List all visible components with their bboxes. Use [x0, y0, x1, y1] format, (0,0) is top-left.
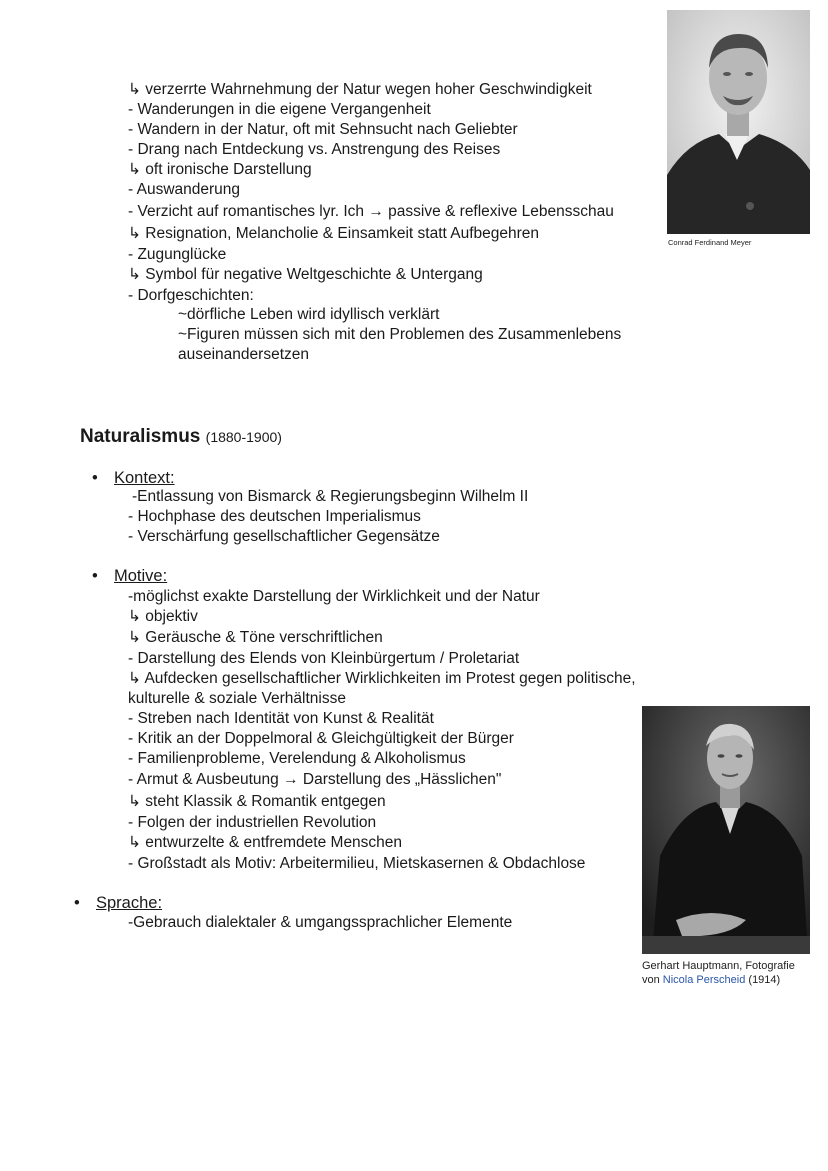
bullet-heading-kontext — [92, 467, 175, 489]
list-item: ↳ objektiv — [128, 608, 198, 625]
bullet-heading-sprache — [74, 892, 162, 914]
list-item: ↳ entwurzelte & entfremdete Menschen — [128, 834, 403, 851]
section-years: (1880-1900) — [205, 429, 282, 445]
list-item: ↳ oft ironische Darstellung — [128, 161, 312, 178]
list-item: ↳ verzerrte Wahrnehmung der Natur wegen hoher Geschwindigkeit — [128, 81, 592, 98]
list-item: ↳ Aufdecken gesellschaftlicher Wirklichkeiten im Protest gegen politische, — [128, 670, 636, 687]
list-item: - Wanderungen in die eigene Vergangenheit — [128, 101, 431, 118]
list-item: ↳ Geräusche & Töne verschriftlichen — [128, 629, 383, 646]
list-item: ~Figuren müssen sich mit den Problemen des Zusammenlebens — [178, 326, 622, 343]
list-item: - Wandern in der Natur, oft mit Sehnsucht nach Geliebter — [128, 121, 518, 138]
list-item: - Großstadt als Motiv: Arbeitermilieu, Mietskasernen & Obdachlose — [128, 855, 586, 872]
list-item: - Familienprobleme, Verelendung & Alkoholismus — [128, 750, 466, 767]
bullet-heading-label: Kontext: — [114, 469, 175, 487]
section-title — [80, 425, 282, 449]
list-item: ↳ Resignation, Melancholie & Einsamkeit statt Aufbegehren — [128, 225, 540, 242]
list-item: - Streben nach Identität von Kunst & Realität — [128, 710, 434, 727]
bullet-icon: • — [92, 469, 98, 487]
portrait-photo-meyer — [667, 10, 810, 234]
bullet-heading-motive — [92, 565, 167, 587]
photo-caption-hauptmann — [642, 959, 795, 987]
list-item: - Dorfgeschichten: — [128, 287, 254, 304]
list-item: - Drang nach Entdeckung vs. Anstrengung des Reises — [128, 141, 501, 158]
list-item: - Darstellung des Elends von Kleinbürgertum / Proletariat — [128, 650, 520, 667]
list-item: -Entlassung von Bismarck & Regierungsbeginn Wilhelm II — [132, 488, 529, 505]
list-item: - Verschärfung gesellschaftlicher Gegensätze — [128, 528, 440, 545]
list-item: auseinandersetzen — [178, 346, 309, 363]
list-item: ~dörfliche Leben wird idyllisch verklärt — [178, 306, 440, 323]
caption-year: (1914) — [745, 974, 781, 986]
list-item: - Hochphase des deutschen Imperialismus — [128, 508, 421, 525]
list-item: -Gebrauch dialektaler & umgangssprachlicher Elemente — [128, 914, 513, 931]
list-item: - Folgen der industriellen Revolution — [128, 814, 377, 831]
portrait-image-meyer — [667, 10, 810, 234]
list-item: - Armut & Ausbeutung → Darstellung des „Hässlichen" — [128, 771, 502, 788]
list-item: ↳ steht Klassik & Romantik entgegen — [128, 793, 386, 810]
list-item: ↳ Symbol für negative Weltgeschichte & Untergang — [128, 266, 483, 283]
bullet-icon: • — [92, 567, 98, 585]
caption-von: von — [642, 974, 663, 986]
list-item: -möglichst exakte Darstellung der Wirklichkeit und der Natur — [128, 588, 540, 605]
bullet-icon: • — [74, 894, 80, 912]
portrait-image-hauptmann — [642, 706, 810, 954]
list-item: - Zugunglücke — [128, 246, 227, 263]
list-item: - Auswanderung — [128, 181, 241, 198]
photo-caption-meyer: Conrad Ferdinand Meyer — [668, 238, 752, 247]
photo-caption-hauptmann-line1: Gerhart Hauptmann, Fotografie — [642, 960, 795, 972]
photo-caption-hauptmann-line2 — [642, 973, 795, 987]
section-title-text: Naturalismus — [80, 426, 201, 447]
list-item: - Verzicht auf romantisches lyr. Ich → passive & reflexive Lebensschau — [128, 203, 614, 220]
bullet-heading-label: Sprache: — [96, 894, 163, 912]
photographer-link[interactable]: Nicola Perscheid — [662, 974, 746, 986]
portrait-photo-hauptmann — [642, 706, 810, 954]
bullet-heading-label: Motive: — [114, 567, 168, 585]
list-item: - Kritik an der Doppelmoral & Gleichgültigkeit der Bürger — [128, 730, 514, 747]
list-item: kulturelle & soziale Verhältnisse — [128, 690, 346, 707]
